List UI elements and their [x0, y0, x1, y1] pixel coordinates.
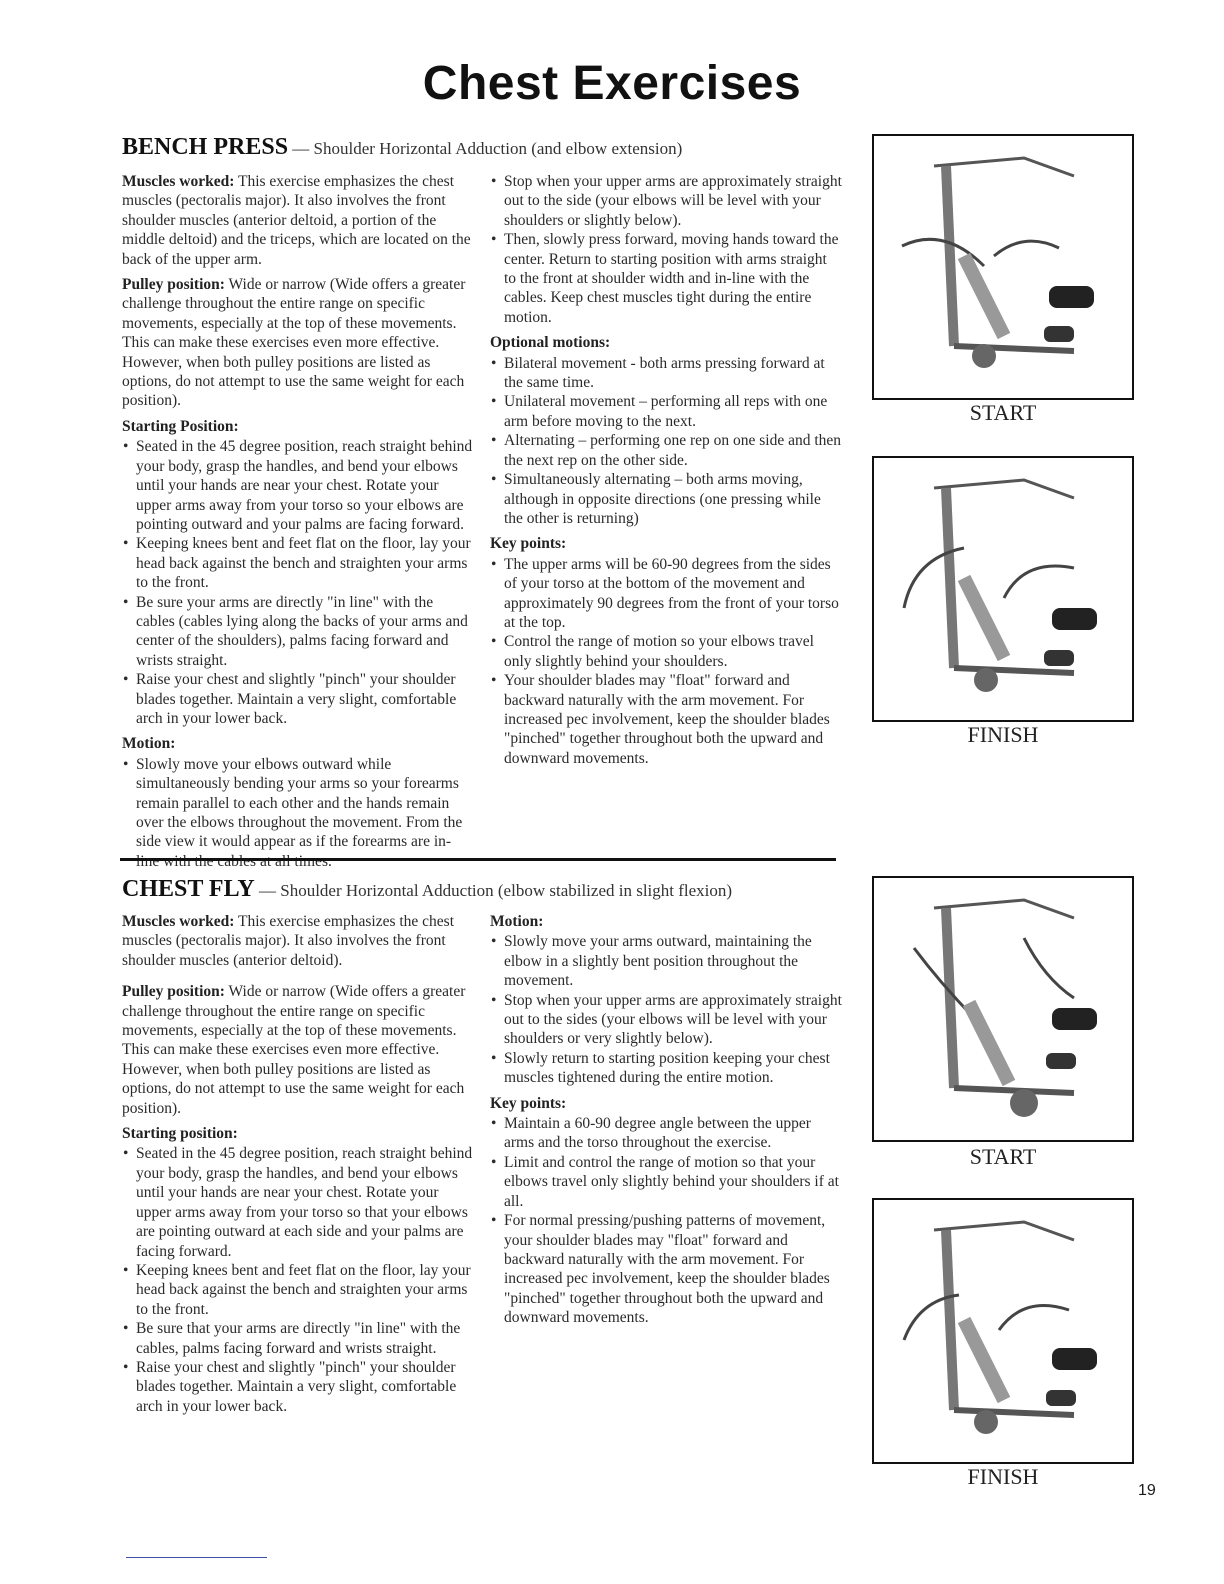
motion-list — [490, 932, 842, 1087]
motion-list — [122, 755, 474, 871]
optional-motions-label: Optional motions: — [490, 334, 611, 352]
starting-position-list — [122, 1144, 474, 1416]
list-item: • For normal pressing/pushing patterns of movement, your shoulder blades may "float" forward and backward naturally with the arm movement. For increased pec involvement, keep the shoulder blades "pinched" together throughout both the upward and downward movements. — [490, 1211, 842, 1327]
bench-press-subtitle: — Shoulder Horizontal Adduction (and elbow extension) — [288, 139, 683, 158]
list-item: • Alternating – performing one rep on one side and then the next rep on the other side. — [490, 431, 842, 470]
list-item: • Stop when your upper arms are approximately straight out to the side (your elbows will be level with your shoulders or slightly below). — [490, 172, 842, 230]
muscles-label: Muscles worked: — [122, 173, 235, 190]
bench-press-column-left — [122, 172, 474, 877]
section-divider — [120, 858, 836, 861]
page-number: 19 — [1138, 1482, 1156, 1499]
muscles-text: This exercise emphasizes the chest muscles (pectoralis major). It also involves the front shoulder muscles (anterior deltoid). — [122, 913, 455, 969]
chest-fly-name: CHEST FLY — [122, 876, 255, 902]
key-points-list — [490, 1114, 842, 1327]
bench-press-heading — [122, 134, 682, 161]
chest-fly-column-right — [490, 912, 842, 1334]
list-item: • Keeping knees bent and feet flat on the floor, lay your head back against the bench and straighten your arms to the front. — [122, 1261, 474, 1319]
list-item: • Slowly move your arms outward, maintaining the elbow in a slightly bent position throughout the movement. — [490, 932, 842, 990]
list-item: • Control the range of motion so your elbows travel only slightly behind your shoulders. — [490, 632, 842, 671]
chest-fly-finish-caption: FINISH — [967, 1464, 1039, 1489]
pulley-label: Pulley position: — [122, 276, 225, 294]
bench-press-finish-photo — [872, 456, 1134, 722]
list-item: • Raise your chest and slightly "pinch" your shoulder blades together. Maintain a very slight, comfortable arch in your lower back. — [122, 1358, 474, 1416]
list-item: • Keeping knees bent and feet flat on the floor, lay your head back against the bench and straighten your arms to the front. — [122, 534, 474, 592]
fly-muscles-paragraph — [122, 912, 474, 970]
muscles-label: Muscles worked: — [122, 913, 235, 930]
chest-fly-column-left — [122, 912, 474, 1422]
list-item: • Simultaneously alternating – both arms moving, although in opposite directions (one pressing while the other is returning) — [490, 470, 842, 528]
footer-line — [126, 1557, 267, 1558]
list-item: • Limit and control the range of motion so that your elbows travel only slightly behind your shoulders if at all. — [490, 1153, 842, 1211]
starting-position-label: Starting Position: — [122, 417, 239, 435]
chest-fly-start-caption: START — [969, 1144, 1037, 1169]
key-points-list — [490, 555, 842, 768]
chest-fly-start-photo — [872, 876, 1134, 1142]
motion-label: Motion: — [490, 913, 544, 930]
fly-pulley-paragraph — [122, 982, 474, 1118]
list-item: • Slowly return to starting position keeping your chest muscles tightened during the entire motion. — [490, 1049, 842, 1088]
bench-muscles-paragraph — [122, 172, 474, 269]
pulley-text: Wide or narrow (Wide offers a greater challenge throughout the entire range on specific movements, especially at the top of these movements. This can make these exercises even more effective. However, when both pulley positions are listed as options, do not attempt to use the same weight for each position). — [122, 983, 466, 1117]
starting-position-label: Starting position: — [122, 1125, 238, 1143]
list-item: • Stop when your upper arms are approximately straight out to the sides (your elbows will be level with your shoulders or very slightly below). — [490, 991, 842, 1049]
list-item: • Bilateral movement - both arms pressing forward at the same time. — [490, 354, 842, 393]
bench-press-start-photo — [872, 134, 1134, 400]
chest-fly-heading — [122, 876, 732, 903]
bench-press-name: BENCH PRESS — [122, 134, 289, 160]
list-item: • Your shoulder blades may "float" forward and backward naturally with the arm movement. For increased pec involvement, keep the shoulder blades "pinched" together throughout both the upward and downward movements. — [490, 671, 842, 768]
pulley-label: Pulley position: — [122, 983, 225, 1001]
chest-fly-subtitle: — Shoulder Horizontal Adduction (elbow stabilized in slight flexion) — [254, 881, 733, 900]
list-item: • Seated in the 45 degree position, reach straight behind your body, grasp the handles, and bend your elbows until your hands are near your chest. Rotate your upper arms away from your torso so your elbows are pointing outward and your palms are facing forward. — [122, 437, 474, 534]
bench-press-column-right — [490, 172, 842, 774]
list-item: • Unilateral movement – performing all reps with one arm before moving to the next. — [490, 392, 842, 431]
bench-press-finish-caption: FINISH — [967, 722, 1039, 747]
list-item: • Seated in the 45 degree position, reach straight behind your body, grasp the handles, and bend your elbows until your hands are near your chest. Rotate your upper arms away from your torso so that your elbows are pointing outward at each side and your palms are facing forward. — [122, 1144, 474, 1260]
bench-press-start-caption: START — [969, 400, 1037, 425]
motion-list-continued — [490, 172, 842, 327]
list-item: • Then, slowly press forward, moving hands toward the center. Return to starting position with arms straight to the front at shoulder width and in-line with the cables. Keep chest muscles tight during the entire motion. — [490, 230, 842, 327]
list-item: • Be sure your arms are directly "in line" with the cables (cables lying along the backs of your arms and center of the shoulders), palms facing forward and wrists straight. — [122, 593, 474, 671]
list-item: • Be sure that your arms are directly "in line" with the cables, palms facing forward and wrists straight. — [122, 1319, 474, 1358]
bench-pulley-paragraph — [122, 275, 474, 411]
key-points-label: Key points: — [490, 535, 567, 553]
optional-motions-list — [490, 354, 842, 529]
motion-label: Motion: — [122, 735, 176, 753]
list-item: • Slowly move your elbows outward while simultaneously bending your arms so your forearms remain parallel to each other and the hands remain over the elbows throughout the movement. From the side view it would appear as if the forearms are in-line with the cables at all times. — [122, 755, 474, 871]
pulley-text: Wide or narrow (Wide offers a greater challenge throughout the entire range on specific movements, especially at the top of these movements. This can make these exercises even more effective. However, when both pulley positions are listed as options, do not attempt to use the same weight for each position). — [122, 276, 466, 410]
list-item: • The upper arms will be 60-90 degrees from the sides of your torso at the bottom of the movement and approximately 90 degrees from the front of your torso at the top. — [490, 555, 842, 633]
starting-position-list — [122, 437, 474, 728]
list-item: • Raise your chest and slightly "pinch" your shoulder blades together. Maintain a very slight, comfortable arch in your lower back. — [122, 670, 474, 728]
muscles-text: This exercise emphasizes the chest muscles (pectoralis major). It also involves the front shoulder muscles (anterior deltoid, a portion of the middle deltoid) and the triceps, which are located on the back of the upper arm. — [122, 173, 471, 268]
list-item: • Maintain a 60-90 degree angle between the upper arms and the torso throughout the exercise. — [490, 1114, 842, 1153]
key-points-label: Key points: — [490, 1094, 567, 1112]
chest-fly-finish-photo — [872, 1198, 1134, 1464]
page-title: Chest Exercises — [422, 57, 802, 110]
